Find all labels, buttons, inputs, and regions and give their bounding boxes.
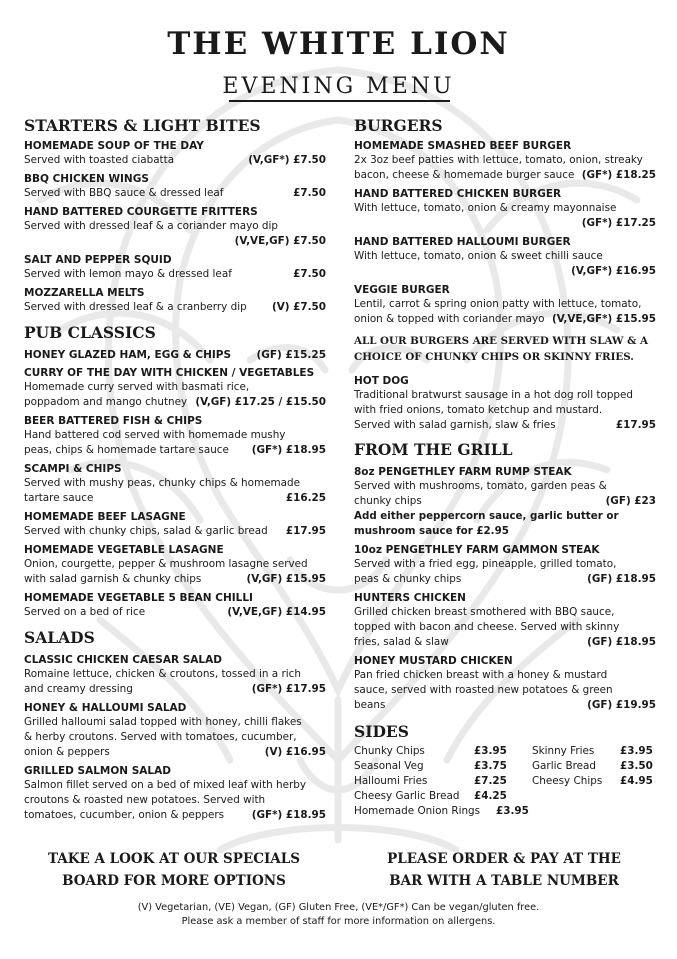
item-desc: and creamy dressing (24, 683, 133, 695)
burgers-section (354, 116, 656, 433)
menu-item (354, 543, 656, 587)
item-desc: & herby croutons. Served with tomatoes, cucumber, (24, 731, 297, 743)
section-title-salads: SALADS (24, 628, 95, 647)
note-line: ALL OUR BURGERS ARE SERVED WITH SLAW & A (354, 335, 648, 347)
addon-text: mushroom sauce for £2.95 (354, 525, 509, 537)
item-desc: topped with bacon and cheese. Served with skinny (354, 621, 620, 633)
item-price: (V,VE,GF*) £15.95 (551, 313, 656, 325)
item-name: HAND BATTERED COURGETTE FRITTERS (24, 206, 258, 218)
item-desc: tomatoes, cucumber, onion & peppers (24, 809, 225, 821)
item-price: £17.95 (615, 419, 656, 431)
item-price: £7.50 (293, 187, 326, 199)
specials-banner (14, 848, 334, 892)
item-desc: Traditional bratwurst sausage in a hot dog roll topped (354, 389, 633, 401)
item-price: (GF) £23 (605, 495, 656, 507)
sides-row (354, 759, 656, 774)
item-name: HOT DOG (354, 375, 409, 387)
item-desc: onion & peppers (24, 746, 110, 758)
item-name: HONEY & HALLOUMI SALAD (24, 702, 187, 714)
item-name: 8oz PENGETHLEY FARM RUMP STEAK (354, 466, 572, 478)
item-name: CURRY OF THE DAY WITH CHICKEN / VEGETABLES (24, 367, 315, 379)
item-desc: Served with mushy peas, chunky chips & homemade (24, 477, 300, 489)
item-desc: Served with BBQ sauce & dressed leaf (24, 187, 224, 199)
item-desc: With lettuce, tomato, onion & sweet chilli sauce (354, 250, 603, 262)
subtitle-underline (229, 100, 450, 102)
side-name: Halloumi Fries (354, 775, 428, 787)
side-price: £3.95 (620, 745, 653, 757)
item-desc: sauce, served with roasted new potatoes & green (354, 684, 613, 696)
menu-item (24, 653, 326, 697)
item-desc: Romaine lettuce, chicken & croutons, tossed in a rich (24, 668, 301, 680)
item-price: £17.95 (285, 525, 326, 537)
item-name: HAND BATTERED CHICKEN BURGER (354, 188, 562, 200)
menu-item (24, 591, 326, 620)
item-price: (GF*) £17.25 (581, 217, 656, 229)
side-name: Cheesy Chips (532, 775, 603, 787)
item-desc: with salad garnish & chunky chips (24, 573, 202, 585)
salads-section (24, 628, 326, 823)
item-price: (GF) £18.95 (587, 636, 656, 648)
item-name: 10oz PENGETHLEY FARM GAMMON STEAK (354, 544, 600, 556)
pub-classics-section (24, 323, 326, 620)
item-price: (V,GF) £17.25 / £15.50 (195, 396, 326, 408)
item-desc: onion & topped with coriander mayo (354, 313, 545, 325)
item-desc: beans (354, 699, 386, 711)
item-name: SCAMPI & CHIPS (24, 463, 122, 475)
sides-row (354, 774, 656, 789)
side-price: £3.75 (474, 760, 507, 772)
item-desc: Served with chunky chips, salad & garlic bread (24, 525, 268, 537)
item-name: SALT AND PEPPER SQUID (24, 254, 172, 266)
sides-row (354, 744, 656, 759)
side-name: Cheesy Garlic Bread (354, 790, 460, 802)
item-name: HONEY GLAZED HAM, EGG & CHIPS (24, 349, 232, 361)
side-price: £7.25 (474, 775, 507, 787)
item-desc: peas, chips & homemade tartare sauce (24, 444, 229, 456)
item-name: CLASSIC CHICKEN CAESAR SALAD (24, 654, 222, 666)
order-banner (344, 848, 664, 892)
menu-subtitle: EVENING MENU (222, 74, 455, 99)
menu-item (24, 764, 326, 823)
allergen-note: Please ask a member of staff for more information on allergens. (181, 916, 496, 927)
item-desc: Served on a bed of rice (24, 606, 146, 618)
addon-text: Add either peppercorn sauce, garlic butter or (354, 510, 619, 522)
banner-line: PLEASE ORDER & PAY AT THE (387, 851, 621, 867)
item-price: (GF*) £18.95 (251, 809, 326, 821)
item-desc: tartare sauce (24, 492, 94, 504)
side-name: Skinny Fries (532, 745, 595, 757)
side-price: £3.95 (474, 745, 507, 757)
item-desc: croutons & roasted new potatoes. Served with (24, 794, 266, 806)
section-title-starters: STARTERS & LIGHT BITES (24, 116, 261, 135)
item-price: (V) £16.95 (264, 746, 326, 758)
menu-item (354, 591, 656, 650)
side-name: Homemade Onion Rings (354, 805, 481, 817)
item-desc: 2x 3oz beef patties with lettuce, tomato, onion, streaky (354, 154, 643, 166)
burgers-note (354, 333, 656, 365)
item-desc: Served with salad garnish, slaw & fries (354, 419, 556, 431)
menu-item (24, 205, 326, 249)
item-name: HUNTERS CHICKEN (354, 592, 466, 604)
item-desc: Served with lemon mayo & dressed leaf (24, 268, 232, 280)
note-line: CHOICE OF CHUNKY CHIPS OR SKINNY FRIES. (354, 351, 634, 363)
item-desc: Hand battered cod served with homemade mushy (24, 429, 286, 441)
menu-item (24, 348, 326, 362)
item-name: HOMEMADE SMASHED BEEF BURGER (354, 140, 572, 152)
item-desc: peas & chunky chips (354, 573, 462, 585)
item-name: HOMEMADE VEGETABLE 5 BEAN CHILLI (24, 592, 253, 604)
item-name: MOZZARELLA MELTS (24, 287, 145, 299)
side-price: £4.25 (474, 790, 507, 802)
item-desc: With lettuce, tomato, onion & creamy mayonnaise (354, 202, 617, 214)
item-name: BBQ CHICKEN WINGS (24, 173, 149, 185)
section-title-burgers: BURGERS (354, 116, 443, 135)
item-desc: Lentil, carrot & spring onion patty with lettuce, tomato, (354, 298, 642, 310)
menu-item (354, 187, 656, 231)
item-name: VEGGIE BURGER (354, 284, 450, 296)
item-desc: Served with mushrooms, tomato, garden peas & (354, 480, 607, 492)
item-price: (V,VE,GF) £14.95 (227, 606, 326, 618)
menu-item (24, 462, 326, 506)
item-desc: Grilled chicken breast smothered with BBQ sauce, (354, 606, 615, 618)
side-name: Garlic Bread (532, 760, 597, 772)
item-price: (V,VE,GF) £7.50 (234, 235, 326, 247)
item-desc: Pan fried chicken breast with a honey & mustard (354, 669, 608, 681)
item-price: (V,GF*) £16.95 (571, 265, 656, 277)
banner-line: TAKE A LOOK AT OUR SPECIALS (47, 851, 301, 867)
item-desc: chunky chips (354, 495, 422, 507)
side-price: £3.95 (496, 805, 529, 817)
item-name: HOMEMADE VEGETABLE LASAGNE (24, 544, 224, 556)
item-desc: Served with dressed leaf & a coriander mayo dip (24, 220, 279, 232)
item-name: HOMEMADE BEEF LASAGNE (24, 511, 186, 523)
menu-item (354, 235, 656, 279)
menu-item (24, 414, 326, 458)
item-desc: Onion, courgette, pepper & mushroom lasagne served (24, 558, 308, 570)
menu-title: THE WHITE LION (167, 26, 510, 62)
item-name: BEER BATTERED FISH & CHIPS (24, 415, 203, 427)
item-desc: Served with dressed leaf & a cranberry dip (24, 301, 247, 313)
grill-section (354, 440, 656, 713)
item-desc: Grilled halloumi salad topped with honey, chilli flakes (24, 716, 302, 728)
menu-item (24, 286, 326, 315)
section-title-grill: FROM THE GRILL (354, 440, 513, 459)
sides-row (354, 804, 656, 819)
sides-row (354, 789, 656, 804)
menu-item (24, 510, 326, 539)
menu-item (354, 654, 656, 713)
item-name: GRILLED SALMON SALAD (24, 765, 171, 777)
menu-item (24, 543, 326, 587)
item-price: £7.50 (293, 268, 326, 280)
side-price: £3.50 (620, 760, 653, 772)
item-price: (GF*) £18.25 (581, 169, 656, 181)
starters-section (24, 116, 326, 315)
banner-line: BAR WITH A TABLE NUMBER (389, 873, 619, 889)
sides-section (354, 722, 656, 819)
item-desc: Salmon fillet served on a bed of mixed leaf with herby (24, 779, 307, 791)
item-name: HONEY MUSTARD CHICKEN (354, 655, 513, 667)
menu-item (354, 374, 656, 433)
menu-item (24, 139, 326, 168)
menu-item (24, 366, 326, 410)
item-price: (GF*) £17.95 (251, 683, 326, 695)
item-price: (GF) £18.95 (587, 573, 656, 585)
item-price: (V,GF*) £7.50 (248, 154, 326, 166)
item-desc: Served with toasted ciabatta (24, 154, 175, 166)
item-desc: Homemade curry served with basmati rice, (24, 381, 250, 393)
item-desc: bacon, cheese & homemade burger sauce (354, 169, 575, 181)
item-desc: poppadom and mango chutney (24, 396, 188, 408)
item-price: (V,GF) £15.95 (246, 573, 326, 585)
menu-item (354, 283, 656, 327)
item-desc: Served with a fried egg, pineapple, grilled tomato, (354, 558, 617, 570)
menu-item (24, 253, 326, 282)
banner-line: BOARD FOR MORE OPTIONS (62, 873, 286, 889)
allergen-key: (V) Vegetarian, (VE) Vegan, (GF) Gluten Free, (VE*/GF*) Can be vegan/gluten free. (137, 902, 540, 913)
side-name: Seasonal Veg (354, 760, 424, 772)
item-price: (GF) £19.95 (587, 699, 656, 711)
section-title-sides: SIDES (354, 722, 409, 741)
item-name: HOMEMADE SOUP OF THE DAY (24, 140, 204, 152)
item-price: £16.25 (285, 492, 326, 504)
item-price: (GF*) £18.95 (251, 444, 326, 456)
menu-item (24, 172, 326, 201)
menu-item (354, 139, 656, 183)
item-price: (V) £7.50 (271, 301, 326, 313)
item-name: HAND BATTERED HALLOUMI BURGER (354, 236, 571, 248)
side-price: £4.95 (620, 775, 653, 787)
item-desc: fries, salad & slaw (354, 636, 449, 648)
side-name: Chunky Chips (354, 745, 425, 757)
menu-item (24, 701, 326, 760)
section-title-pub-classics: PUB CLASSICS (24, 323, 156, 342)
menu-item (354, 465, 656, 539)
item-price: (GF) £15.25 (256, 349, 326, 361)
item-desc: with fried onions, tomato ketchup and mustard. (354, 404, 603, 416)
